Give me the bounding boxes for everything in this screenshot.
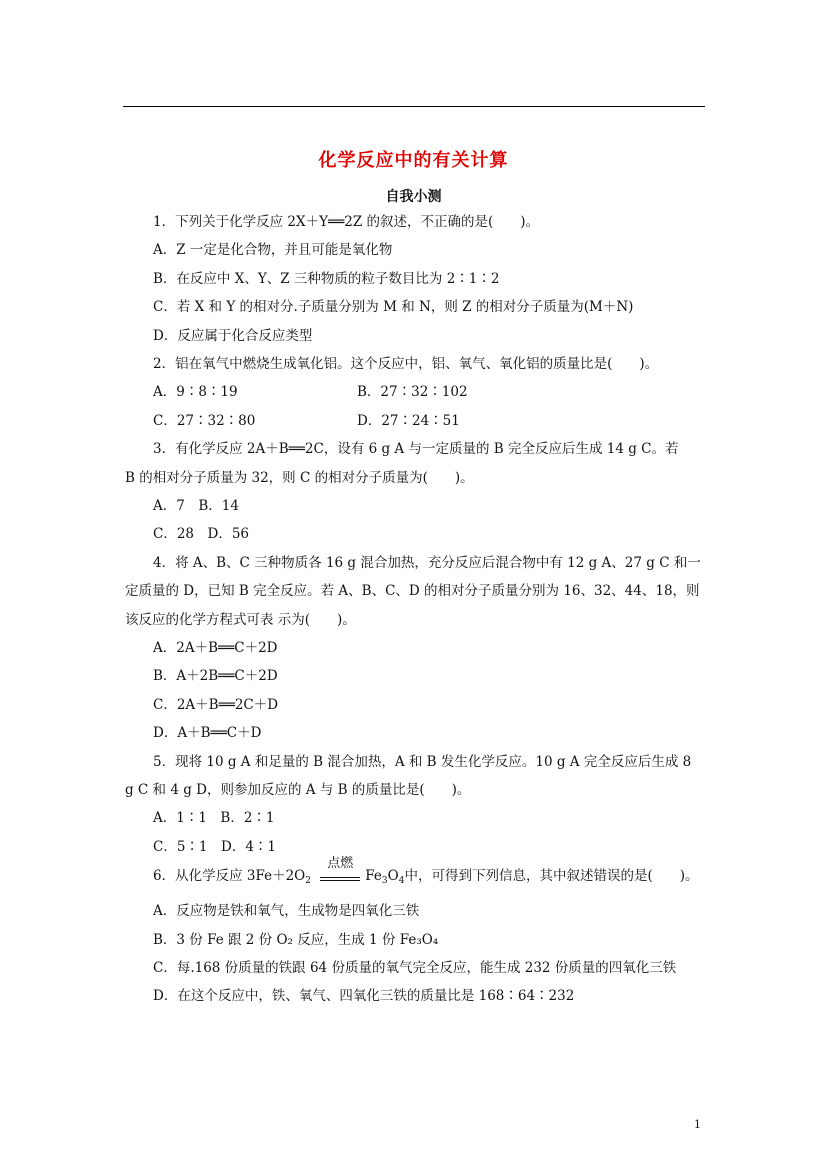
line-text: 3．有化学反应 2A＋B══2C，设有 6 g A 与一定质量的 B 完全反应后生成 14 g C。若 <box>153 441 679 458</box>
text-line <box>125 780 470 800</box>
text-line <box>153 808 275 828</box>
q6-product-fe: Fe <box>365 868 382 885</box>
text-line <box>153 212 539 232</box>
text-line <box>153 666 278 686</box>
line-text: C．若 X 和 Y 的相对分.子质量分别为 M 和 N，则 Z 的相对分子质量为(M＋N) <box>153 299 634 316</box>
line-text: C．28 D．56 <box>153 526 250 543</box>
q6-option: C．每.168 份质量的铁跟 64 份质量的氧气完全反应，能生成 232 份质量的四氧化三铁 <box>153 960 677 976</box>
text-line <box>153 382 468 402</box>
line-text: B 的相对分子质量为 32，则 C 的相对分子质量为( )。 <box>125 469 474 486</box>
line-text: 该反应的化学方程式可表 示为( )。 <box>125 611 356 628</box>
line-text-column-2: B．27∶32∶102 <box>357 384 468 401</box>
text-line <box>153 439 678 459</box>
q6-prefix: 6．从化学反应 3Fe＋2O <box>153 868 306 885</box>
line-text: 1．下列关于化学反应 2X＋Y══2Z 的叙述，不正确的是( )。 <box>153 214 540 230</box>
text-line <box>125 581 700 601</box>
line-text: A．7 B．14 <box>153 498 239 514</box>
text-line <box>153 752 691 772</box>
line-text: 5．现将 10 g A 和足量的 B 混合加热，A 和 B 发生化学反应。10 g A 完全反应后生成 8 <box>153 753 692 770</box>
line-text: A．Z 一定是化合物，并且可能是氧化物 <box>153 242 393 259</box>
text-line <box>153 269 499 289</box>
text-line <box>153 837 276 857</box>
line-text: g C 和 4 g D，则参加反应的 A 与 B 的质量比是( )。 <box>125 782 471 798</box>
q6-sub-o2: 2 <box>305 876 311 887</box>
line-text: A．1∶1 B．2∶1 <box>153 810 275 827</box>
text-line <box>153 411 460 431</box>
text-line <box>153 354 658 374</box>
line-text: 定质量的 D，已知 B 完全反应。若 A、B、C、D 的相对分子质量分别为 16、32、44、18，则 <box>125 583 700 600</box>
line-text: 2．铝在氧气中燃烧生成氧化铝。这个反应中，铝、氧气、氧化铝的质量比是( )。 <box>153 356 659 372</box>
q6-option: A．反应物是铁和氧气，生成物是四氧化三铁 <box>153 903 420 920</box>
line-text: D．A＋B══C＋D <box>153 725 262 742</box>
line-text: C．5∶1 D．4∶1 <box>153 838 277 855</box>
text-line <box>153 496 239 516</box>
q6-product-o: O <box>387 868 399 885</box>
reaction-arrow <box>317 856 363 886</box>
q6-option: B．3 份 Fe 跟 2 份 O₂ 反应，生成 1 份 Fe₃O₄ <box>153 931 439 948</box>
line-text: 4．将 A、B、C 三种物质各 16 g 混合加热，充分反应后混合物中有 12 g A、27 g C 和一 <box>153 554 701 571</box>
text-line <box>125 468 474 488</box>
line-text: C．27∶32∶80 <box>153 412 256 429</box>
line-text: A．2A＋B══C＋2D <box>153 640 278 656</box>
line-text: A．9∶8∶19 <box>153 384 238 401</box>
text-line <box>125 610 356 630</box>
reaction-condition: 点燃 <box>327 856 354 872</box>
text-line <box>153 695 278 715</box>
text-line <box>153 240 392 260</box>
q6-stem <box>153 856 699 891</box>
page-title: 化学反应中的有关计算 <box>318 150 509 171</box>
page-number: 1 <box>694 1118 701 1131</box>
line-text: B．A＋2B══C＋2D <box>153 668 278 685</box>
q6-sub-3: 3 <box>381 876 388 887</box>
q6-sub-4: 4 <box>398 876 405 887</box>
text-line <box>153 638 278 658</box>
line-text: C．2A＋B══2C＋D <box>153 696 279 713</box>
line-text: D．反应属于化合反应类型 <box>153 327 313 344</box>
section-subtitle: 自我小测 <box>385 189 442 205</box>
text-line <box>153 553 701 573</box>
text-line <box>153 297 633 317</box>
text-line <box>153 326 312 346</box>
text-line <box>153 723 261 743</box>
text-line <box>153 524 249 544</box>
line-text: B．在反应中 X、Y、Z 三种物质的粒子数目比为 2∶1∶2 <box>153 270 500 287</box>
q6-option: D．在这个反应中，铁、氧气、四氧化三铁的质量比是 168∶64∶232 <box>153 988 575 1005</box>
header-rule <box>123 106 705 107</box>
line-text-column-2: D．27∶24∶51 <box>357 412 460 429</box>
q6-suffix: 中，可得到下列信息，其中叙述错误的是( )。 <box>404 868 699 885</box>
